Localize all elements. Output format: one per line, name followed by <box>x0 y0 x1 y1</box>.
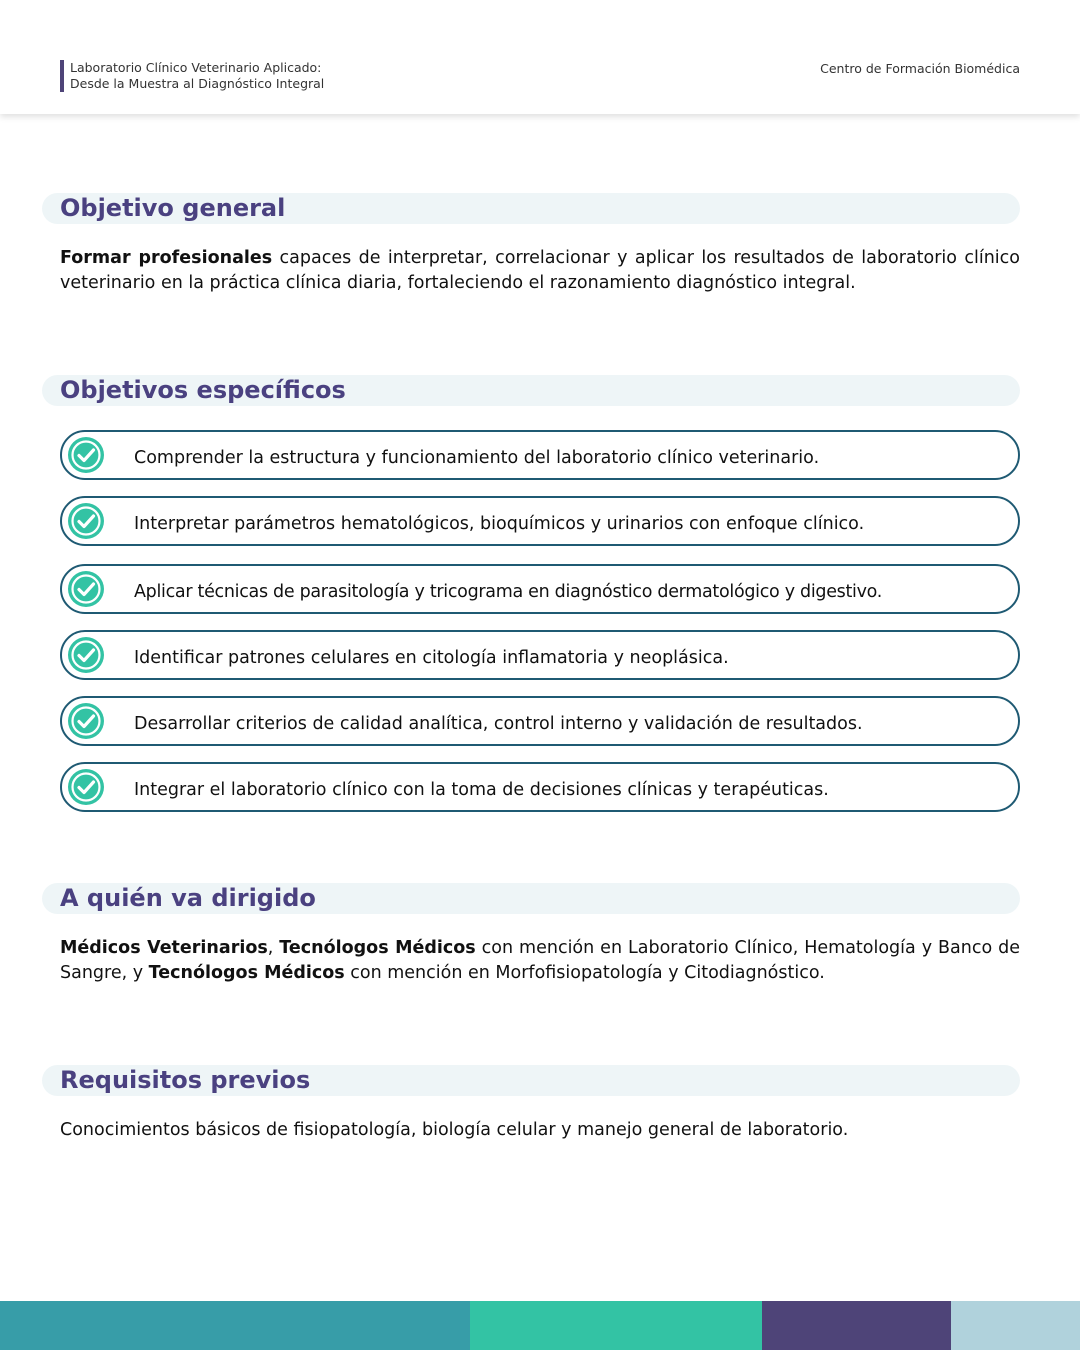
objective-item <box>60 564 1020 614</box>
check-icon <box>68 437 104 473</box>
general-objective-text <box>60 246 1020 295</box>
institution-name: Centro de Formación Biomédica <box>820 61 1020 76</box>
general-objective-title: Objetivo general <box>42 193 1020 224</box>
specific-objectives-title: Objetivos específicos <box>42 375 1020 406</box>
objective-text: Identificar patrones celulares en citología inflamatoria y neoplásica. <box>134 648 729 668</box>
footer-color-bar <box>0 1301 1080 1350</box>
audience-bold-3: Tecnólogos Médicos <box>148 962 345 983</box>
audience-text-2: con mención en Laboratorio Clínico, Hematología y Banco de Sangre, y <box>60 938 1020 983</box>
footer-segment-teal <box>0 1301 470 1350</box>
objective-text: Desarrollar criterios de calidad analítica, control interno y validación de resultados. <box>134 714 863 734</box>
objective-item <box>60 430 1020 480</box>
objective-item <box>60 762 1020 812</box>
check-icon <box>68 637 104 673</box>
check-icon <box>68 769 104 805</box>
check-icon <box>68 503 104 539</box>
audience-bold-1: Médicos Veterinarios <box>60 938 268 958</box>
requirements-title: Requisitos previos <box>42 1065 1020 1096</box>
course-title-line2: Desde la Muestra al Diagnóstico Integral <box>70 76 325 91</box>
audience-text-3: con mención en Morfofisiopatología y Citodiagnóstico. <box>344 962 825 983</box>
course-title <box>60 60 324 92</box>
course-title-line1: Laboratorio Clínico Veterinario Aplicado: <box>70 60 322 75</box>
footer-segment-purple <box>762 1301 951 1350</box>
objective-text: Comprender la estructura y funcionamiento del laboratorio clínico veterinario. <box>134 448 820 468</box>
general-objective-body: capaces de interpretar, correlacionar y aplicar los resultados de laboratorio clínico veterinario en la práctica clínica diaria, fortaleciendo el razonamiento diagnóstico integral. <box>60 248 1020 293</box>
requirements-text: Conocimientos básicos de fisiopatología, biología celular y manejo general de laboratorio. <box>60 1120 849 1140</box>
audience-text <box>60 936 1020 985</box>
audience-title: A quién va dirigido <box>42 883 1020 914</box>
check-icon <box>68 571 104 607</box>
audience-bold-2: Tecnólogos Médicos <box>279 938 476 958</box>
audience-text-1: , <box>267 938 280 958</box>
general-objective-bold: Formar profesionales <box>60 248 273 268</box>
objective-text: Integrar el laboratorio clínico con la toma de decisiones clínicas y terapéuticas. <box>134 780 829 800</box>
objective-item <box>60 630 1020 680</box>
objective-text: Aplicar técnicas de parasitología y tricograma en diagnóstico dermatológico y digestivo. <box>134 582 883 602</box>
page-header <box>0 0 1080 114</box>
objective-item <box>60 696 1020 746</box>
footer-segment-light-blue <box>951 1301 1080 1350</box>
objective-text: Interpretar parámetros hematológicos, bioquímicos y urinarios con enfoque clínico. <box>134 514 865 534</box>
footer-segment-green <box>470 1301 762 1350</box>
objective-item <box>60 496 1020 546</box>
check-icon <box>68 703 104 739</box>
